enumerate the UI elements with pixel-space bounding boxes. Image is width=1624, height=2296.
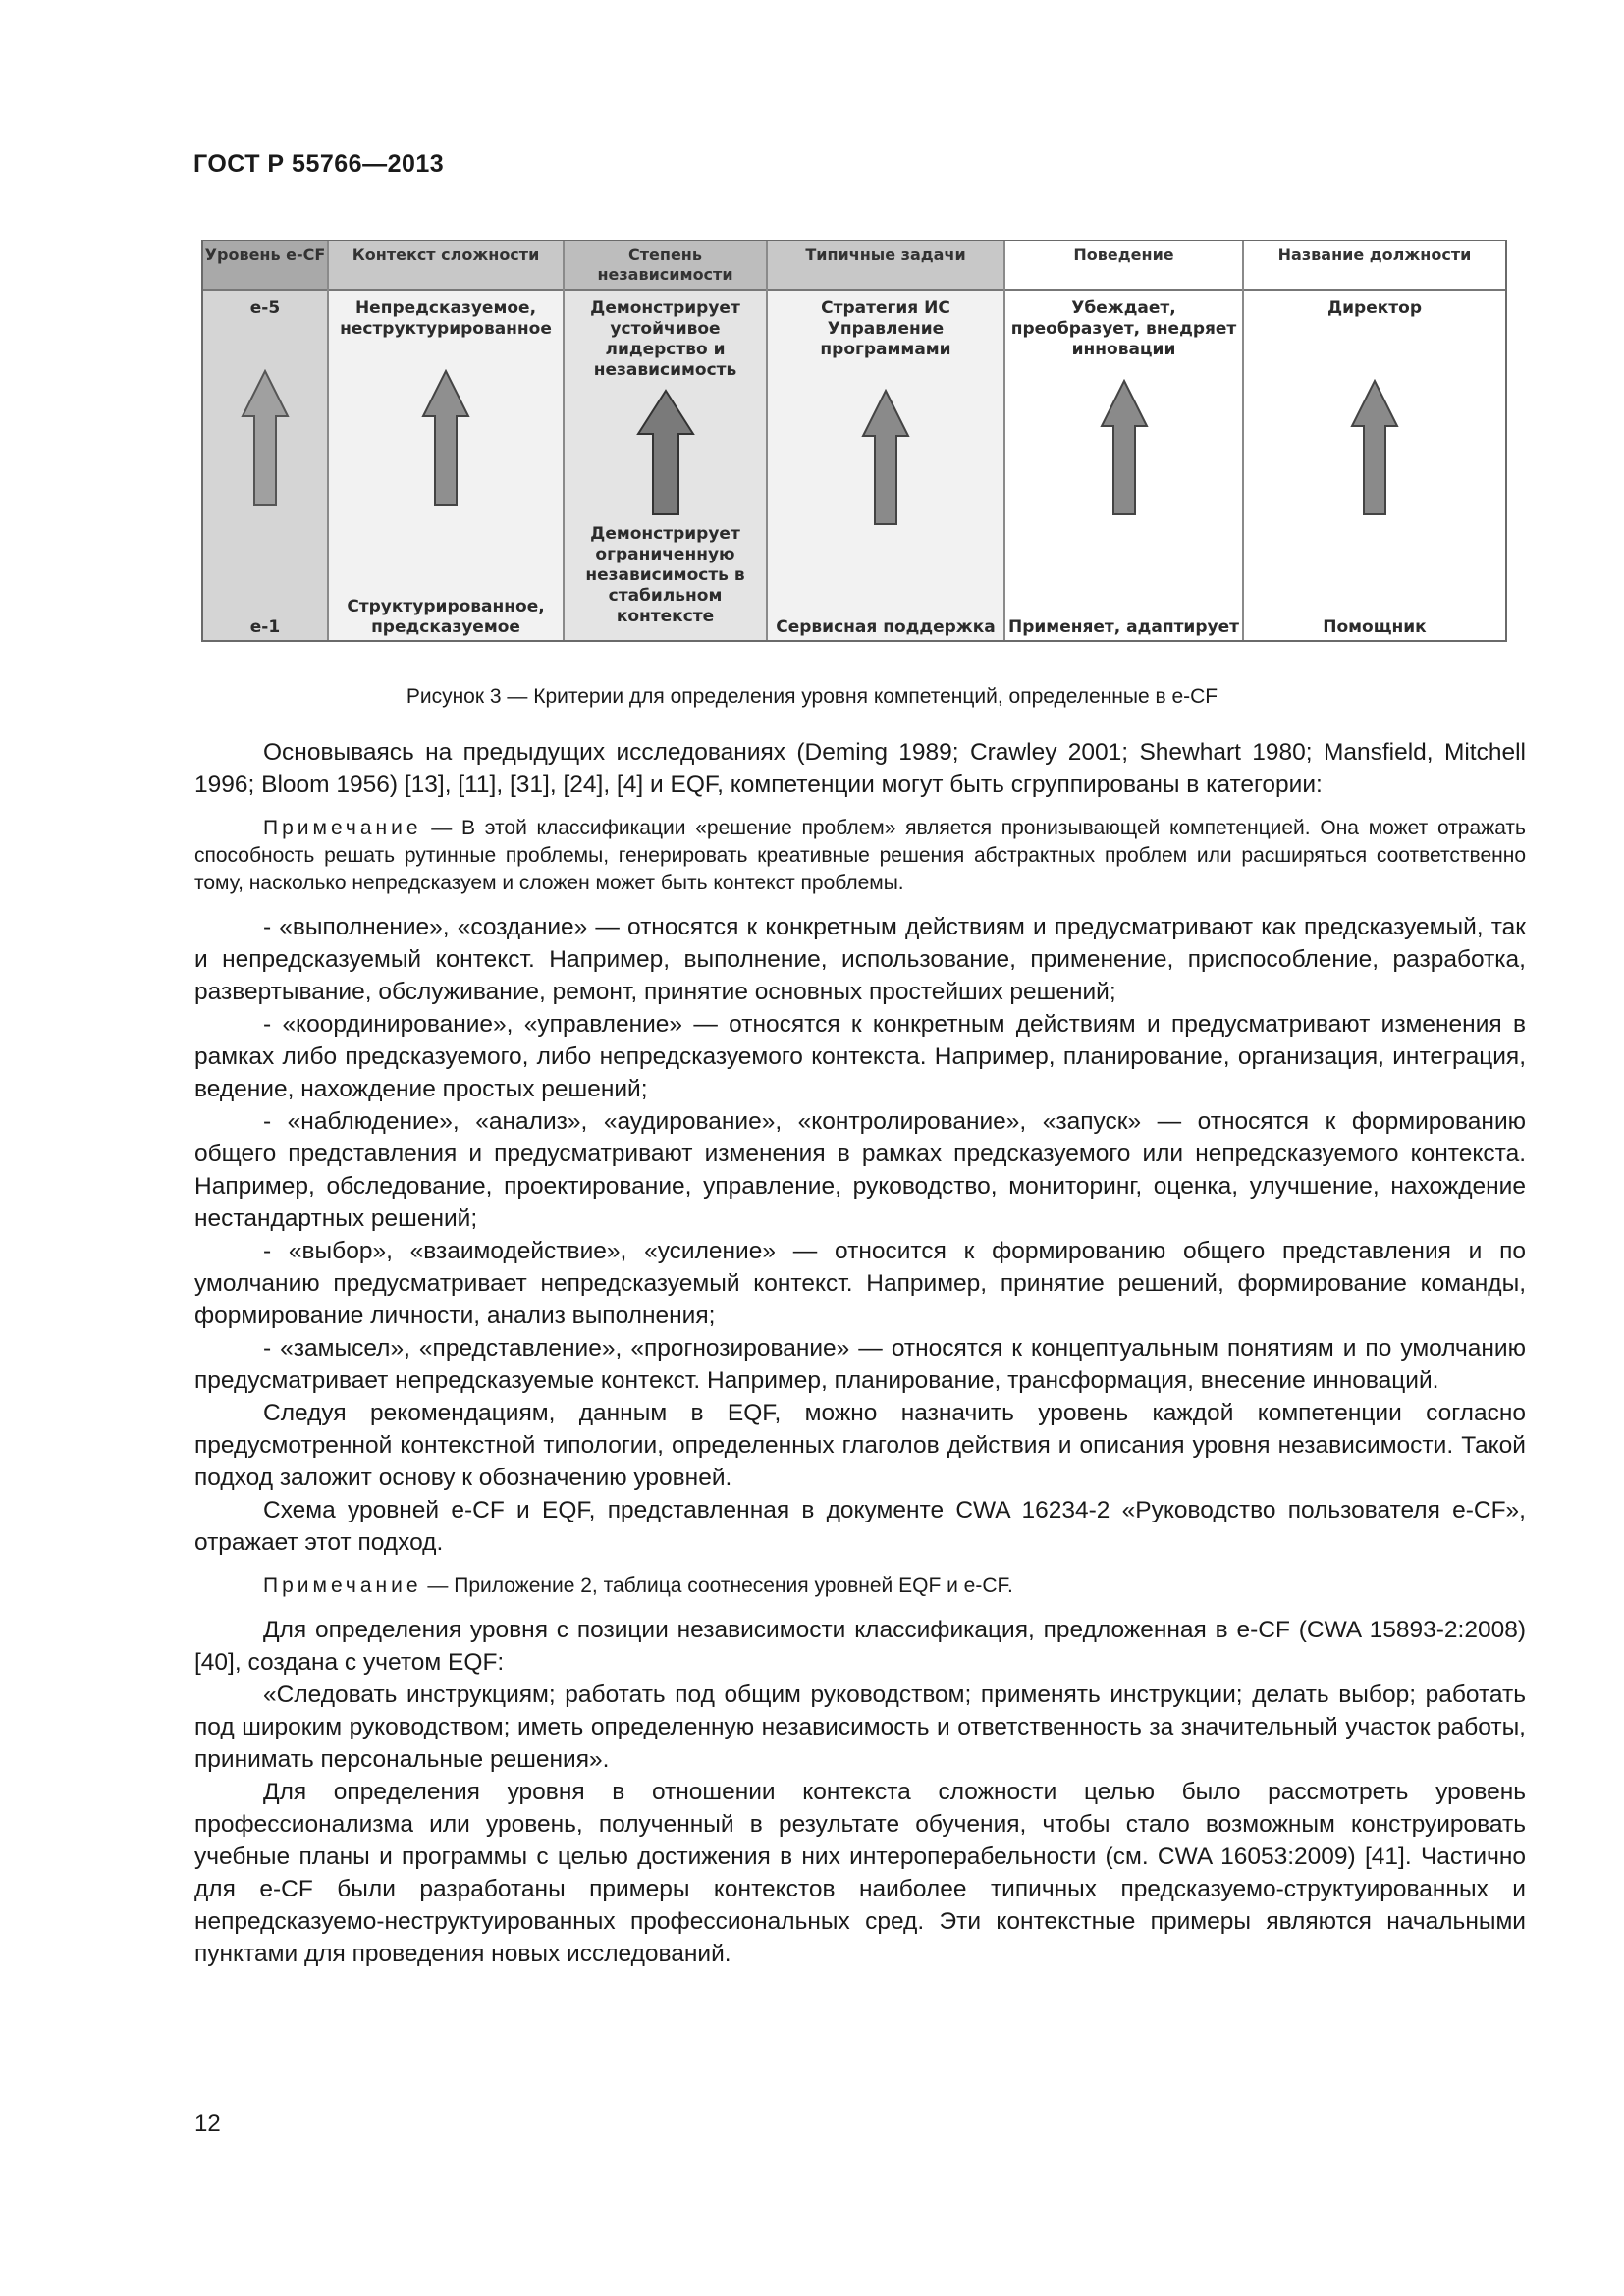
up-arrow-icon [636,389,695,516]
list-item: - «замысел», «представление», «прогнозирование» — относятся к концептуальным понятиям и по умолчанию предусматривает непредсказуемые контекст. Например, планирование, трансформация, внесение инноваций. [194,1335,1526,1394]
paragraph: Следуя рекомендациям, данным в EQF, можно назначить уровень каждой компетенции согласно предусмотренной контекстной типологии, определенных глаголов действия и описания уровня независимости. Такой подход заложит основу к обозначению уровней. [194,1400,1526,1491]
up-arrow-icon [421,369,470,507]
figure-cell-bottom: Применяет, адаптирует [1008,617,1239,637]
figure-column-header: Название должности [1244,241,1505,291]
list-item: - «выполнение», «создание» — относятся к конкретным действиям и предусматривают как предсказуемый, так и непредсказуемый контекст. Например, выполнение, использование, применение, приспособление, разработка, развертывание, обслуживание, ремонт, принятие основных простейших решений; [194,914,1526,1005]
paragraph: Схема уровней e-CF и EQF, представленная в документе CWA 16234-2 «Руководство пользователя e-CF», отражает этот подход. [194,1497,1526,1556]
note [194,815,1526,897]
figure-cell-top: e-5 [249,298,281,318]
up-arrow-icon [1100,379,1149,516]
list-item: - «координирование», «управление» — относятся к конкретным действиям и предусматривают изменения в рамках либо предсказуемого, либо непредсказуемого контекста. Например, планирование, организация, интеграция, ведение, нахождение простых решений; [194,1011,1526,1102]
figure-column-tasks [768,241,1005,640]
note [194,1573,1526,1600]
figure-cell-top: Стратегия ИС Управление программами [820,298,951,359]
document-header: ГОСТ Р 55766—2013 [193,150,445,178]
figure-column-independence [565,241,768,640]
up-arrow-icon [1350,379,1399,516]
figure-caption: Рисунок 3 — Критерии для определения уровня компетенций, определенные в e-CF [406,685,1218,708]
figure-cell-bottom: Демонстрирует ограниченную независимость в стабильном контексте [585,524,745,626]
note-text: — В этой классификации «решение проблем» является пронизывающей компетенцией. Она может отражать способность решать рутинные проблемы, генерировать креативные решения абстрактных проблем или расширяться соответственно тому, насколько непредсказуем и сложен может быть контекст проблемы. [194,817,1526,894]
figure-cell-top: Директор [1327,298,1422,318]
up-arrow-icon [241,369,290,507]
figure-cell-top: Убеждает, преобразует, внедряет инновации [1010,298,1237,359]
figure-column-job-title [1244,241,1505,640]
paragraph: «Следовать инструкциям; работать под общим руководством; применять инструкции; делать выбор; работать под широким руководством; иметь определенную независимость и ответственность за значительный участок работы, принимать персональные решения». [194,1682,1526,1773]
figure-cell-bottom: Сервисная поддержка [776,617,996,637]
paragraph: Для определения уровня в отношении контекста сложности целью было рассмотреть уровень профессионализма или уровень, полученный в результате обучения, чтобы стало возможным конструировать учебные планы и программы с целью достижения в них интероперабельности (см. CWA 16053:2009) [41]. Частично для e-CF были разработаны примеры контекстов наиболее типичных предсказуемо-структуированных и непредсказуемо-неструктуированных профессиональных сред. Эти контекстные примеры являются начальными пунктами для проведения новых исследований. [194,1779,1526,1967]
figure-cell-bottom: Структурированное, предсказуемое [347,597,545,637]
figure-column-header: Контекст сложности [329,241,563,291]
note-text: — Приложение 2, таблица соотнесения уровней EQF и e-CF. [421,1575,1013,1597]
up-arrow-icon [861,389,910,526]
paragraph: Основываясь на предыдущих исследованиях (Deming 1989; Crawley 2001; Shewhart 1980; Mansfield, Mitchell 1996; Bloom 1956) [13], [11], [31], [24], [4] и EQF, компетенции могут быть сгруппированы в категории: [194,739,1526,798]
figure-cell-bottom: e-1 [249,617,281,637]
paragraph: Для определения уровня с позиции независимости классификация, предложенная в e-CF (CWA 15893-2:2008) [40], создана с учетом EQF: [194,1617,1526,1676]
note-label: Примечание [263,1575,422,1597]
note-label: Примечание [263,817,422,839]
figure-column-header: Уровень e-CF [203,241,327,291]
figure-cell-bottom: Помощник [1323,617,1427,637]
figure-column-header: Поведение [1005,241,1242,291]
figure-column-level [203,241,329,640]
competence-level-figure [201,240,1507,642]
figure-cell-top: Непредсказуемое, неструктурированное [340,298,552,339]
figure-column-behaviour [1005,241,1244,640]
figure-cell-top: Демонстрирует устойчивое лидерство и независимость [590,298,740,380]
page-number: 12 [194,2110,221,2137]
body-text [194,736,1526,1970]
figure-column-header: Типичные задачи [768,241,1003,291]
figure-column-complexity [329,241,565,640]
list-item: - «выбор», «взаимодействие», «усиление» — относится к формированию общего представления и по умолчанию предусматривает непредсказуемый контекст. Например, принятие решений, формирование команды, формирование личности, анализ выполнения; [194,1238,1526,1329]
figure-column-header: Степень независимости [565,241,766,291]
list-item: - «наблюдение», «анализ», «аудирование», «контролирование», «запуск» — относятся к формированию общего представления и предусматривают изменения в рамках предсказуемого или непредсказуемого контекста. Например, обследование, проектирование, управление, руководство, мониторинг, оценка, улучшение, нахождение нестандартных решений; [194,1108,1526,1232]
